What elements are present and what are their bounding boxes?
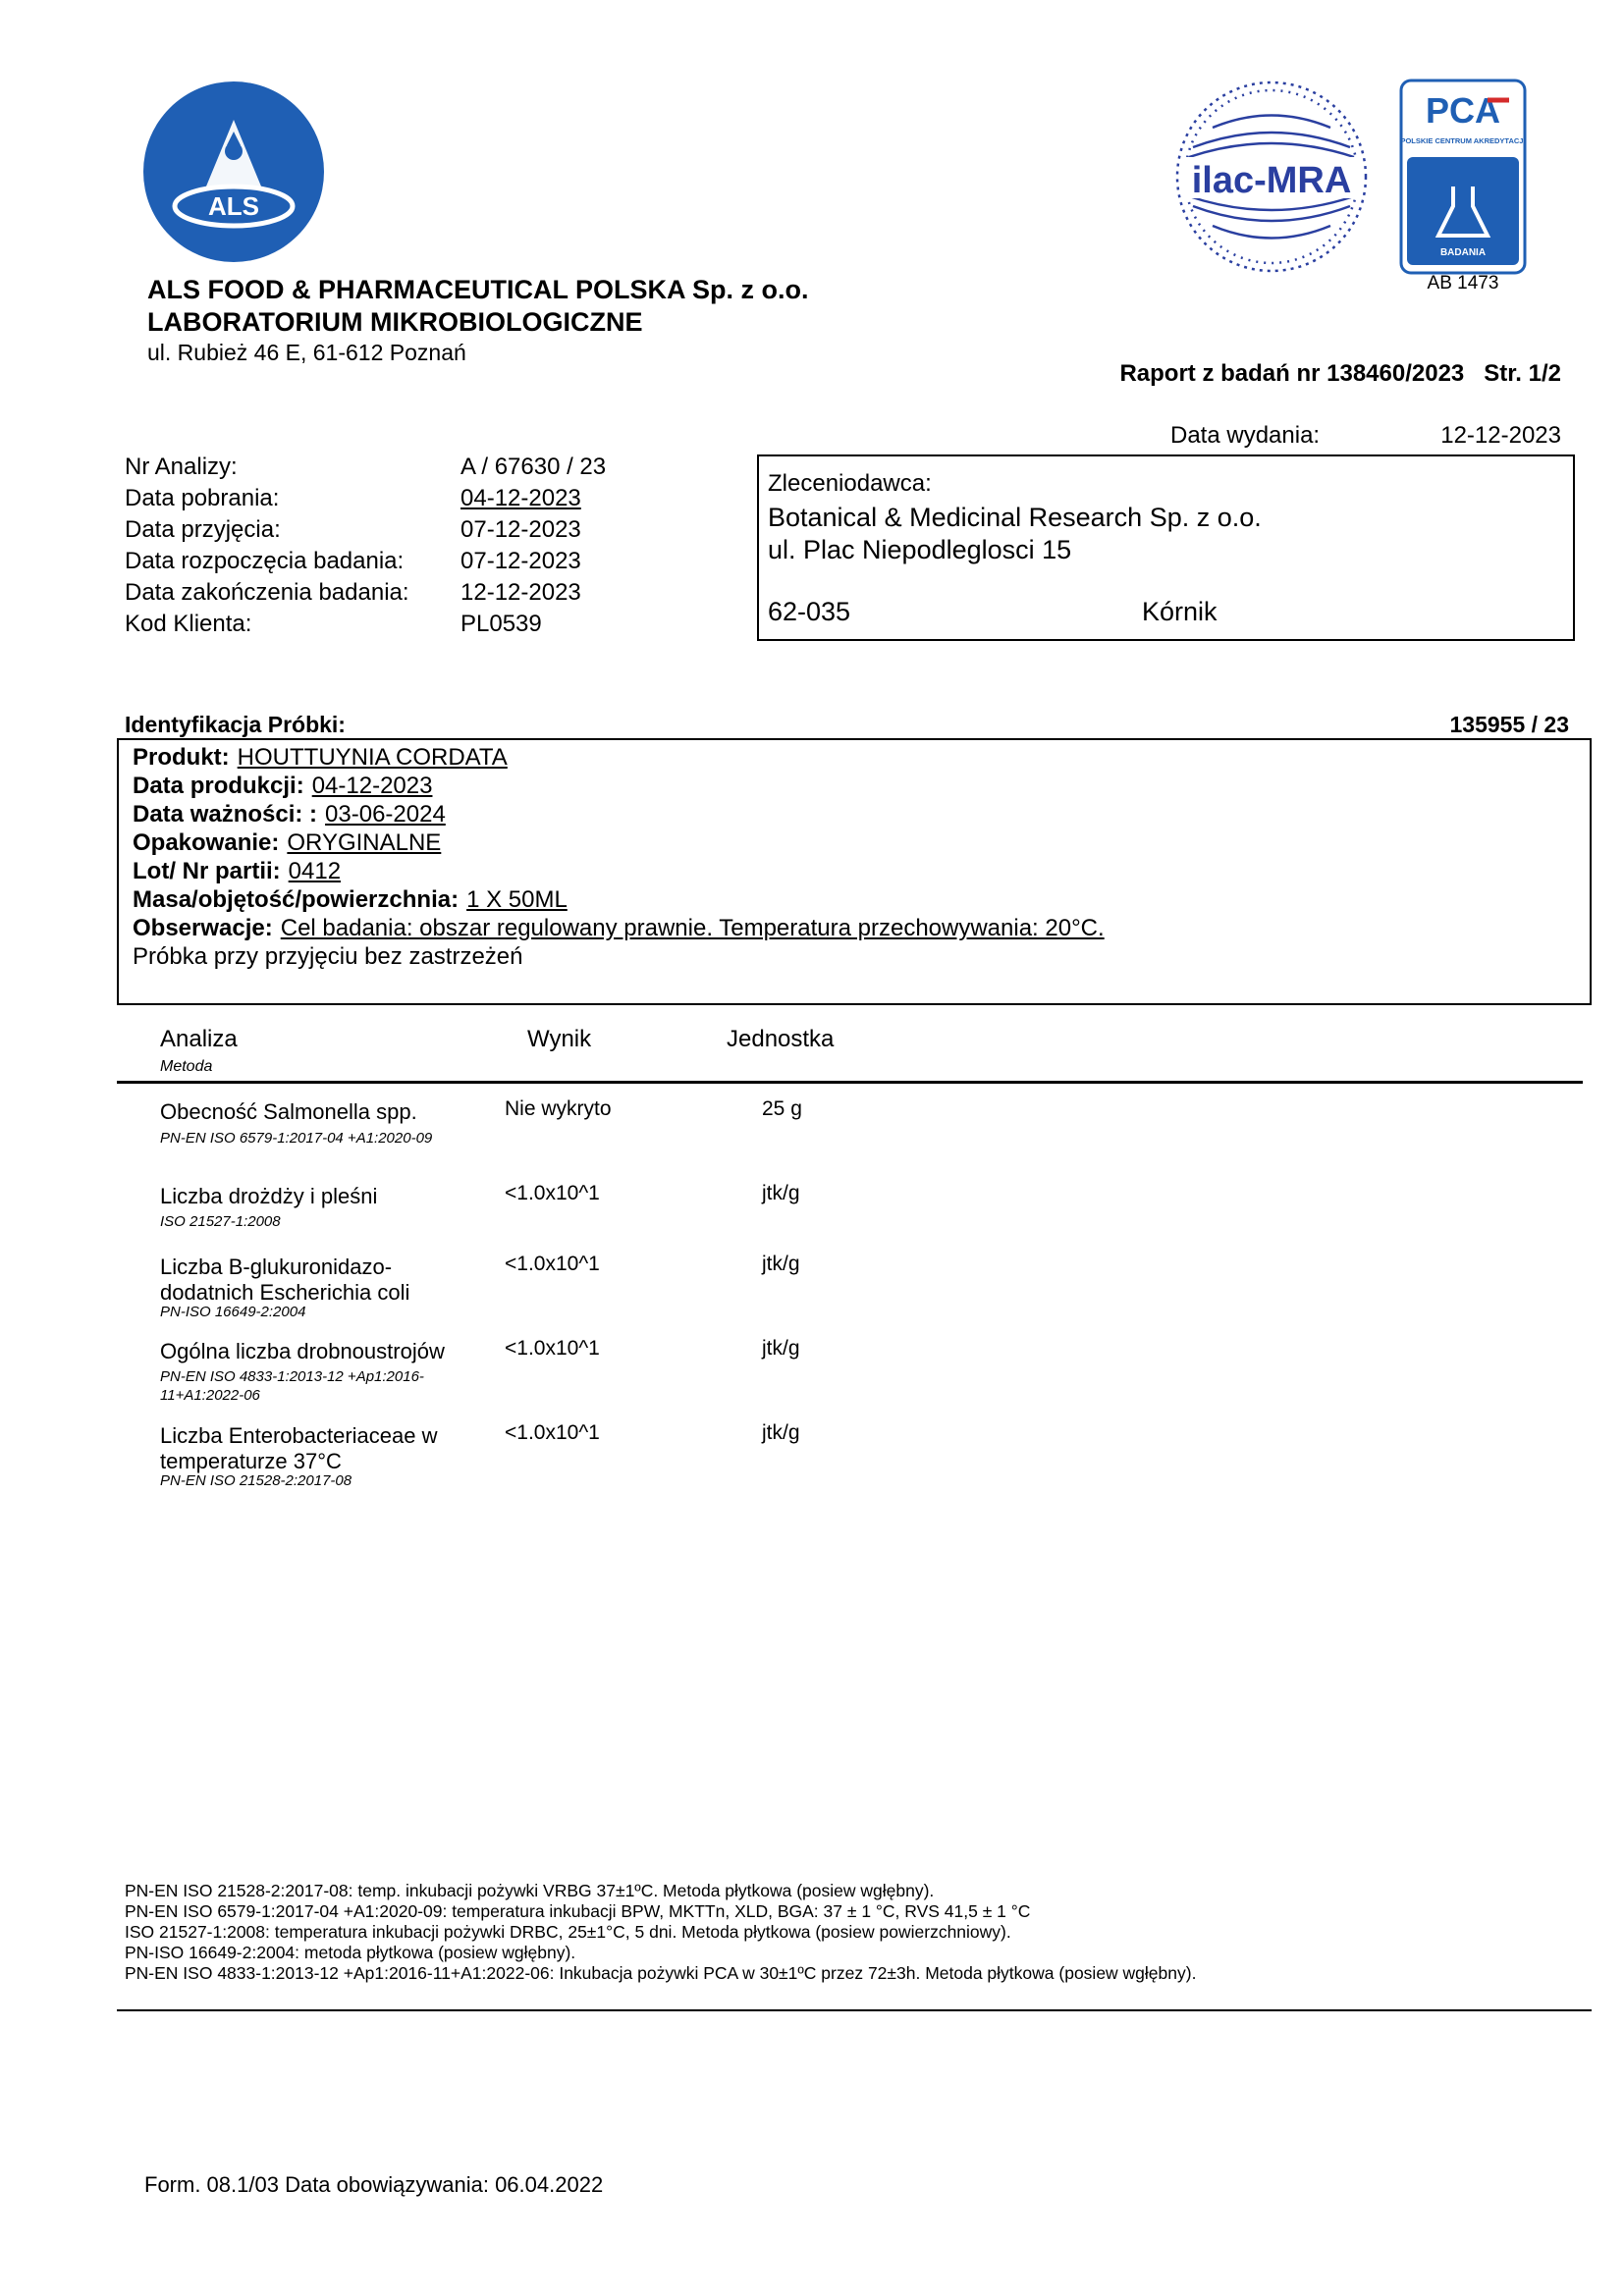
observations-label: Obserwacje: <box>133 915 273 941</box>
analysis-name: Liczba Enterobacteriaceae w temperaturze 37°C <box>160 1423 438 1473</box>
expiry-date-value: 03-06-2024 <box>325 801 446 828</box>
packaging-value: ORYGINALNE <box>287 829 442 856</box>
laboratory-address: ul. Rubież 46 E, 61-612 Poznań <box>147 340 466 365</box>
analysis-method: PN-EN ISO 6579-1:2017-04 +A1:2020-09 <box>160 1130 433 1147</box>
packaging-label: Opakowanie: <box>133 829 280 856</box>
method-notes <box>125 1881 1196 1984</box>
analysis-unit: jtk/g <box>762 1421 800 1444</box>
sampling-date-value: 04-12-2023 <box>460 485 581 511</box>
product-value: HOUTTUYNIA CORDATA <box>237 744 508 771</box>
als-logo <box>142 80 325 263</box>
laboratory-name: LABORATORIUM MIKROBIOLOGICZNE <box>147 307 643 337</box>
production-date-value: 04-12-2023 <box>311 773 433 799</box>
unit-column-header: Jednostka <box>727 1026 835 1052</box>
observations-value: Cel badania: obszar regulowany prawnie. Temperatura przechowywania: 20°C. <box>280 915 1105 941</box>
sample-field <box>133 886 568 914</box>
analysis-method: PN-ISO 16649-2:2004 <box>160 1304 306 1320</box>
client-city: Kórnik <box>1142 597 1218 626</box>
analysis-result: <1.0x10^1 <box>505 1253 600 1275</box>
test-end-date-label: Data zakończenia badania: <box>125 579 409 606</box>
method-note: PN-ISO 16649-2:2004: metoda płytkowa (posiew wgłębny). <box>125 1943 576 1962</box>
sampling-date-label: Data pobrania: <box>125 485 280 511</box>
sample-remark: Próbka przy przyjęciu bez zastrzeżeń <box>133 943 523 970</box>
issue-date-value: 12-12-2023 <box>1440 422 1561 449</box>
method-note: ISO 21527-1:2008: temperatura inkubacji pożywki DRBC, 25±1°C, 5 dni. Metoda płytkowa (posiew powierzchniowy). <box>125 1922 1011 1942</box>
lot-label: Lot/ Nr partii: <box>133 858 281 884</box>
test-start-date-label: Data rozpoczęcia badania: <box>125 548 405 574</box>
pca-badge-text: BADANIA <box>1439 247 1487 258</box>
sample-field <box>133 744 508 772</box>
production-date-label: Data produkcji: <box>133 773 304 799</box>
analysis-unit: 25 g <box>762 1097 802 1120</box>
test-start-date-value: 07-12-2023 <box>460 548 581 574</box>
product-label: Produkt: <box>133 744 230 771</box>
table-header-rule <box>117 1081 1583 1084</box>
analysis-name: Liczba B-glukuronidazo-dodatnich Escherichia coli <box>160 1255 410 1305</box>
analysis-result: <1.0x10^1 <box>505 1182 600 1204</box>
test-end-date-value: 12-12-2023 <box>460 579 581 606</box>
analysis-unit: jtk/g <box>762 1253 800 1275</box>
sample-field <box>133 801 446 828</box>
analysis-result: Nie wykryto <box>505 1097 612 1120</box>
result-column-header: Wynik <box>527 1026 592 1052</box>
client-code-value: PL0539 <box>460 611 542 637</box>
client-label: Zleceniodawca: <box>768 470 932 497</box>
analysis-name: Ogólna liczba drobnoustrojów <box>160 1339 445 1363</box>
client-box <box>757 454 1575 641</box>
method-note: PN-EN ISO 6579-1:2017-04 +A1:2020-09: temperatura inkubacji BPW, MKTTn, XLD, BGA: 37 ± 1 °C, RVS 41,5 ± 1 °C <box>125 1901 1031 1921</box>
receipt-date-value: 07-12-2023 <box>460 516 581 543</box>
report-title: Raport z badań nr 138460/2023 Str. 1/2 <box>1119 360 1561 387</box>
client-name: Botanical & Medicinal Research Sp. z o.o. <box>768 503 1262 532</box>
accreditation-number: AB 1473 <box>1427 273 1499 294</box>
sample-field <box>133 915 1105 942</box>
method-note: PN-EN ISO 21528-2:2017-08: temp. inkubacji pożywki VRBG 37±1ºC. Metoda płytkowa (posiew wgłębny). <box>125 1881 935 1900</box>
ilac-mra-logo <box>1173 79 1370 275</box>
sample-field <box>133 829 441 857</box>
footer-rule <box>117 2009 1592 2011</box>
analysis-number-value: A / 67630 / 23 <box>460 454 607 480</box>
mass-volume-label: Masa/objętość/powierzchnia: <box>133 886 460 913</box>
method-note: PN-EN ISO 4833-1:2013-12 +Ap1:2016-11+A1:2022-06: Inkubacja pożywki PCA w 30±1ºC przez 72±3h. Metoda płytkowa (posiew wgłębny). <box>125 1963 1197 1983</box>
sample-id: 135955 / 23 <box>1449 712 1569 737</box>
sample-field <box>133 773 432 800</box>
analysis-column-header: Analiza <box>160 1026 238 1052</box>
ilac-mra-text: ilac-MRA <box>1191 160 1352 201</box>
sample-field <box>133 858 341 885</box>
als-logo-text: ALS <box>208 191 259 221</box>
analysis-method: PN-EN ISO 4833-1:2013-12 +Ap1:2016-11+A1:2022-06 <box>160 1368 424 1404</box>
mass-volume-value: 1 X 50ML <box>466 886 568 913</box>
analysis-method: PN-EN ISO 21528-2:2017-08 <box>160 1472 352 1489</box>
sample-box <box>117 738 1592 1005</box>
pca-text: PCA <box>1425 90 1501 131</box>
form-reference: Form. 08.1/03 Data obowiązywania: 06.04.2022 <box>144 2172 604 2197</box>
analysis-name: Liczba drożdży i pleśni <box>160 1184 378 1208</box>
analysis-unit: jtk/g <box>762 1337 800 1360</box>
client-postcode: 62-035 <box>768 597 851 626</box>
analysis-result: <1.0x10^1 <box>505 1337 600 1360</box>
client-street: ul. Plac Niepodleglosci 15 <box>768 535 1072 564</box>
sample-identification-title: Identyfikacja Próbki: <box>125 712 346 737</box>
client-code-label: Kod Klienta: <box>125 611 252 637</box>
method-column-header: Metoda <box>160 1058 213 1075</box>
lot-value: 0412 <box>288 858 342 884</box>
issue-date-label: Data wydania: <box>1170 422 1321 449</box>
pca-logo <box>1399 79 1527 275</box>
analysis-name: Obecność Salmonella spp. <box>160 1099 417 1124</box>
receipt-date-label: Data przyjęcia: <box>125 516 281 543</box>
company-name: ALS FOOD & PHARMACEUTICAL POLSKA Sp. z o.o. <box>147 275 809 304</box>
expiry-date-label: Data ważności: : <box>133 801 318 828</box>
pca-subtitle: POLSKIE CENTRUM AKREDYTACJI <box>1400 136 1526 145</box>
analysis-method: ISO 21527-1:2008 <box>160 1213 281 1230</box>
analysis-result: <1.0x10^1 <box>505 1421 600 1444</box>
analysis-number-label: Nr Analizy: <box>125 454 238 480</box>
analysis-unit: jtk/g <box>762 1182 800 1204</box>
